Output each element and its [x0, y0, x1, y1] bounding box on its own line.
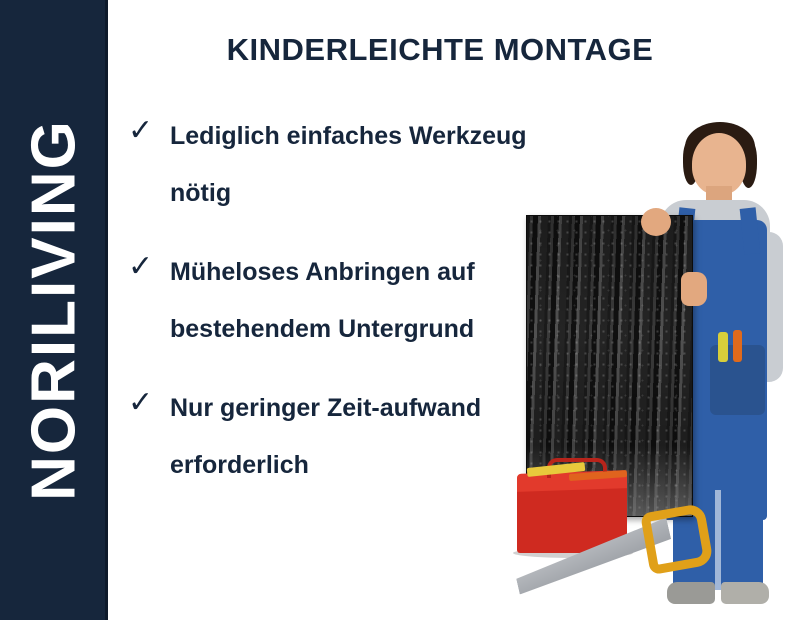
pocket-tool-yellow: [718, 332, 728, 362]
feature-list: [128, 108, 528, 516]
brand-sidebar-edge: [105, 0, 108, 620]
list-item: [128, 380, 528, 494]
brand-sidebar: [0, 0, 108, 620]
list-item-label: Lediglich einfaches Werkzeug nötig: [170, 122, 527, 207]
check-icon: ✓: [128, 250, 154, 283]
product-photo: [495, 120, 800, 620]
person-shoe-right: [721, 582, 769, 604]
check-icon: ✓: [128, 114, 154, 147]
list-item: [128, 108, 528, 222]
person-leg-gap: [715, 490, 721, 590]
person-hand-right: [681, 272, 707, 306]
handsaw-handle: [640, 503, 714, 575]
list-item-label: Müheloses Anbringen auf bestehendem Untergrund: [170, 258, 475, 343]
check-icon: ✓: [128, 386, 154, 419]
brand-name: NORILIVING: [19, 119, 89, 501]
page-title: KINDERLEICHTE MONTAGE: [226, 32, 654, 67]
person-shoe-left: [667, 582, 715, 604]
list-item: [128, 244, 528, 358]
pocket-tool-orange: [733, 330, 742, 362]
list-item-label: Nur geringer Zeit-aufwand erforderlich: [170, 394, 482, 479]
person-hand-left: [641, 208, 671, 236]
